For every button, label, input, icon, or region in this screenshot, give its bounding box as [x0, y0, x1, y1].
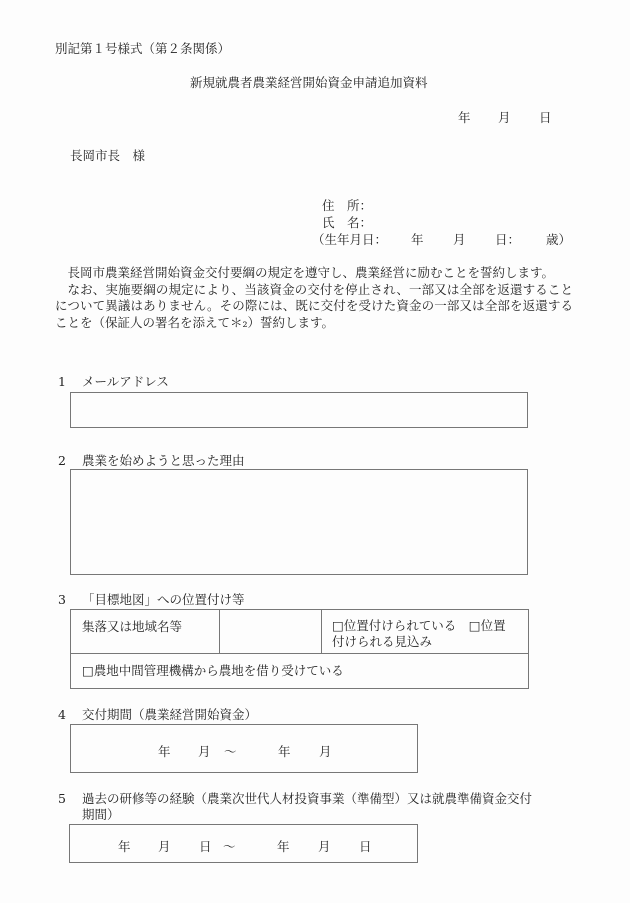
addressee: 長岡市長 様: [70, 148, 146, 163]
training-period-field[interactable]: [69, 824, 418, 863]
training-from-day: 日: [199, 839, 212, 854]
birthdate-label: （生年月日：: [312, 232, 388, 247]
date-month: 月: [498, 110, 511, 125]
date-day: 日: [539, 110, 552, 125]
birth-day: 日：: [495, 232, 521, 247]
page-title: 新規就農者農業経営開始資金申請追加資料: [190, 75, 428, 90]
form-number: 別記第１号様式（第２条関係）: [55, 41, 231, 56]
region-name-input[interactable]: [220, 610, 320, 652]
placement-options-line-1: □位置付けられている □位置: [332, 618, 506, 633]
grant-tilde: ～: [224, 744, 237, 759]
grant-from-month: 月: [198, 744, 211, 759]
section-3-label: 「目標地図」への位置付け等: [82, 592, 245, 607]
pledge-paragraph-2: なお、実施要綱の規定により、当該資金の交付を停止され、一部又は全部を返還することについて異議はありません。その際には、既に交付を受けた資金の一部又は全部を返還することを（保証人の署名を添えて＊₂）誓約します。: [55, 281, 573, 330]
grant-from-year: 年: [158, 744, 171, 759]
section-3-number: 3: [58, 592, 66, 607]
section-2-label: 農業を始めようと思った理由: [82, 453, 245, 468]
section-2-number: 2: [58, 453, 66, 468]
placement-checkbox-group[interactable]: [332, 618, 506, 650]
farmland-bank-checkbox[interactable]: □農地中間管理機構から農地を借り受けている: [82, 663, 344, 678]
training-tilde: ～: [223, 839, 236, 854]
grant-to-month: 月: [319, 744, 332, 759]
pledge-text: [55, 265, 573, 331]
name-label: 氏 名：: [322, 215, 373, 230]
section-5-number: 5: [58, 791, 66, 806]
email-field[interactable]: [70, 392, 528, 428]
table-row-divider: [70, 653, 529, 654]
grant-period-field[interactable]: [70, 724, 418, 773]
training-to-day: 日: [359, 839, 372, 854]
reason-textarea[interactable]: [70, 469, 528, 575]
training-to-month: 月: [318, 839, 331, 854]
training-from-year: 年: [118, 839, 131, 854]
section-5-label-line-1: 過去の研修等の経験（農業次世代人材投資事業（準備型）又は就農準備資金交付: [82, 791, 533, 806]
age: 歳）: [546, 232, 572, 247]
section-1-number: 1: [58, 374, 66, 389]
section-4-label: 交付期間（農業経営開始資金）: [82, 707, 258, 722]
date-year: 年: [458, 110, 471, 125]
section-1-label: メールアドレス: [82, 374, 169, 389]
pledge-paragraph-1: 長岡市農業経営開始資金交付要綱の規定を遵守し、農業経営に励むことを誓約します。: [67, 265, 555, 280]
section-4-number: 4: [58, 707, 66, 722]
table-col-divider-2: [321, 609, 322, 653]
address-label: 住 所：: [322, 198, 373, 213]
section-5-label-line-2: 期間）: [82, 807, 120, 822]
training-from-month: 月: [158, 839, 171, 854]
grant-to-year: 年: [278, 744, 291, 759]
birth-year: 年: [411, 232, 424, 247]
placement-options-line-2: 付けられる見込み: [332, 634, 433, 649]
training-to-year: 年: [277, 839, 290, 854]
birth-month: 月: [453, 232, 466, 247]
region-name-label: 集落又は地域名等: [82, 619, 183, 634]
